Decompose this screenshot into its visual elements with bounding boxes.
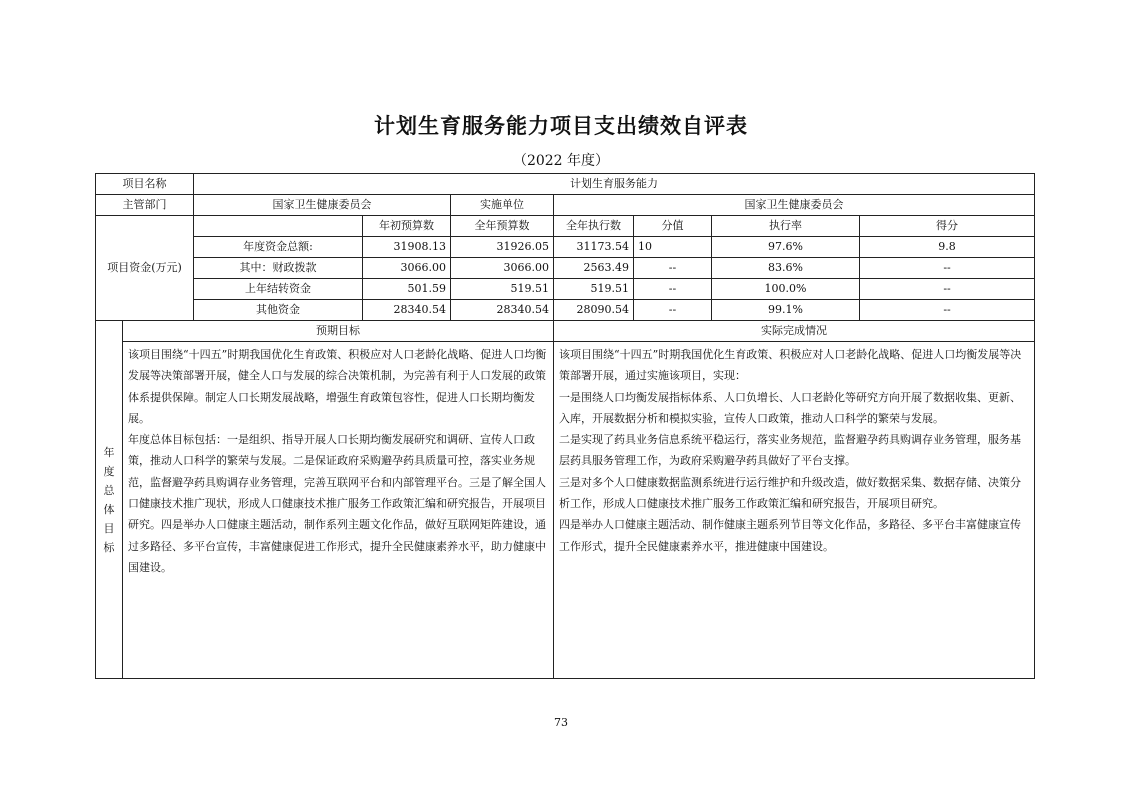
page-number: 73 <box>554 716 568 729</box>
dept-label: 主管部门 <box>96 195 194 216</box>
actual-paragraph: 一是围绕人口均衡发展指标体系、人口负增长、人口老龄化等研究方向开展了数据收集、更新、入库，开展数据分析和模拟实验，宣传人口政策，推动人口科学的繁荣与发展。 <box>559 390 1021 425</box>
fund-annual: 31926.05 <box>451 237 554 258</box>
fund-executed: 2563.49 <box>554 258 634 279</box>
fund-weight: -- <box>634 300 712 321</box>
impl-label: 实施单位 <box>451 195 554 216</box>
actual-results-text <box>554 342 1035 679</box>
actual-paragraph: 四是举办人口健康主题活动、制作健康主题系列节目等文化作品，多路径、多平台丰富健康宣传工作形式，提升全民健康素养水平，推进健康中国建设。 <box>559 518 1021 553</box>
fund-initial: 3066.00 <box>363 258 451 279</box>
funds-row <box>96 300 1035 321</box>
fund-rate: 97.6% <box>712 237 860 258</box>
actual-results-header: 实际完成情况 <box>554 321 1035 342</box>
goals-label-char: 度 <box>103 464 115 478</box>
expected-goals-text <box>123 342 554 679</box>
actual-paragraph: 三是对多个人口健康数据监测系统进行运行维护和升级改造，做好数据采集、数据存储、决策分析工作，形成人口健康技术推广服务工作政策汇编和研究报告，开展项目研究。 <box>559 475 1021 511</box>
funds-header-score: 得分 <box>860 216 1035 237</box>
fund-rate: 100.0% <box>712 279 860 300</box>
fund-weight: 10 <box>634 237 712 258</box>
fund-score: 9.8 <box>860 237 1035 258</box>
fund-score: -- <box>860 258 1035 279</box>
goals-header-row <box>96 321 1035 342</box>
project-name-value: 计划生育服务能力 <box>194 174 1035 195</box>
goals-label-char: 体 <box>103 502 115 516</box>
goals-label <box>96 321 123 679</box>
funds-header-initial: 年初预算数 <box>363 216 451 237</box>
expected-paragraph: 该项目围绕“十四五”时期我国优化生育政策、积极应对人口老龄化战略、促进人口均衡发展等决策部署开展，健全人口与发展的综合决策机制，为完善有利于人口发展的政策体系提供保障。制定人口长期发展战略，增强生育政策包容性，促进人口长期均衡发展。 <box>128 348 547 425</box>
fund-item-name: 其他资金 <box>194 300 363 321</box>
fund-annual: 28340.54 <box>451 300 554 321</box>
goals-content-row <box>96 342 1035 679</box>
year-subtitle: （2022 年度） <box>512 153 610 169</box>
dept-value: 国家卫生健康委员会 <box>194 195 451 216</box>
fund-annual: 3066.00 <box>451 258 554 279</box>
goals-label-char: 标 <box>103 540 115 554</box>
fund-item-name: 其中：财政拨款 <box>194 258 363 279</box>
page-title: 计划生育服务能力项目支出绩效自评表 <box>374 114 748 138</box>
fund-initial: 28340.54 <box>363 300 451 321</box>
fund-executed: 31173.54 <box>554 237 634 258</box>
fund-score: -- <box>860 279 1035 300</box>
funds-row <box>96 279 1035 300</box>
fund-weight: -- <box>634 279 712 300</box>
fund-initial: 31908.13 <box>363 237 451 258</box>
funds-header-weight: 分值 <box>634 216 712 237</box>
expected-paragraph: 年度总体目标包括：一是组织、指导开展人口长期均衡发展研究和调研、宣传人口政策，推动人口科学的繁荣与发展。二是保证政府采购避孕药具质量可控，落实业务规范，监督避孕药具购调存业务管理，完善互联网平台和内部管理平台。三是了解全国人口健康技术推广现状，形成人口健康技术推广服务工作政策汇编和研究报告，开展项目研究。四是举办人口健康主题活动，制作系列主题文化作品，做好互联网矩阵建设，通过多路径、多平台宣传，丰富健康促进工作形式，提升全民健康素养水平，助力健康中国建设。 <box>128 433 546 574</box>
department-row <box>96 195 1035 216</box>
fund-score: -- <box>860 300 1035 321</box>
evaluation-table <box>95 173 1035 679</box>
funds-row <box>96 258 1035 279</box>
funds-header-annual: 全年预算数 <box>451 216 554 237</box>
project-name-row <box>96 174 1035 195</box>
goals-label-char: 目 <box>103 521 115 535</box>
expected-goals-header: 预期目标 <box>123 321 554 342</box>
fund-initial: 501.59 <box>363 279 451 300</box>
project-name-label: 项目名称 <box>96 174 194 195</box>
funds-header-executed: 全年执行数 <box>554 216 634 237</box>
actual-paragraph: 二是实现了药具业务信息系统平稳运行，落实业务规范，监督避孕药具购调存业务管理，服务基层药具服务管理工作，为政府采购避孕药具做好了平台支撑。 <box>559 433 1021 468</box>
fund-rate: 83.6% <box>712 258 860 279</box>
fund-executed: 519.51 <box>554 279 634 300</box>
funds-header-rate: 执行率 <box>712 216 860 237</box>
funds-header-row <box>96 216 1035 237</box>
fund-weight: -- <box>634 258 712 279</box>
fund-rate: 99.1% <box>712 300 860 321</box>
actual-paragraph: 该项目围绕“十四五”时期我国优化生育政策、积极应对人口老龄化战略、促进人口均衡发展等决策部署开展，通过实施该项目，实现： <box>559 348 1022 383</box>
funds-header-blank <box>194 216 363 237</box>
goals-label-char: 总 <box>103 483 115 497</box>
fund-item-name: 年度资金总额: <box>194 237 363 258</box>
funds-label: 项目资金(万元) <box>96 216 194 321</box>
funds-row <box>96 237 1035 258</box>
fund-annual: 519.51 <box>451 279 554 300</box>
fund-item-name: 上年结转资金 <box>194 279 363 300</box>
fund-executed: 28090.54 <box>554 300 634 321</box>
goals-label-char: 年 <box>103 445 115 459</box>
impl-value: 国家卫生健康委员会 <box>554 195 1035 216</box>
